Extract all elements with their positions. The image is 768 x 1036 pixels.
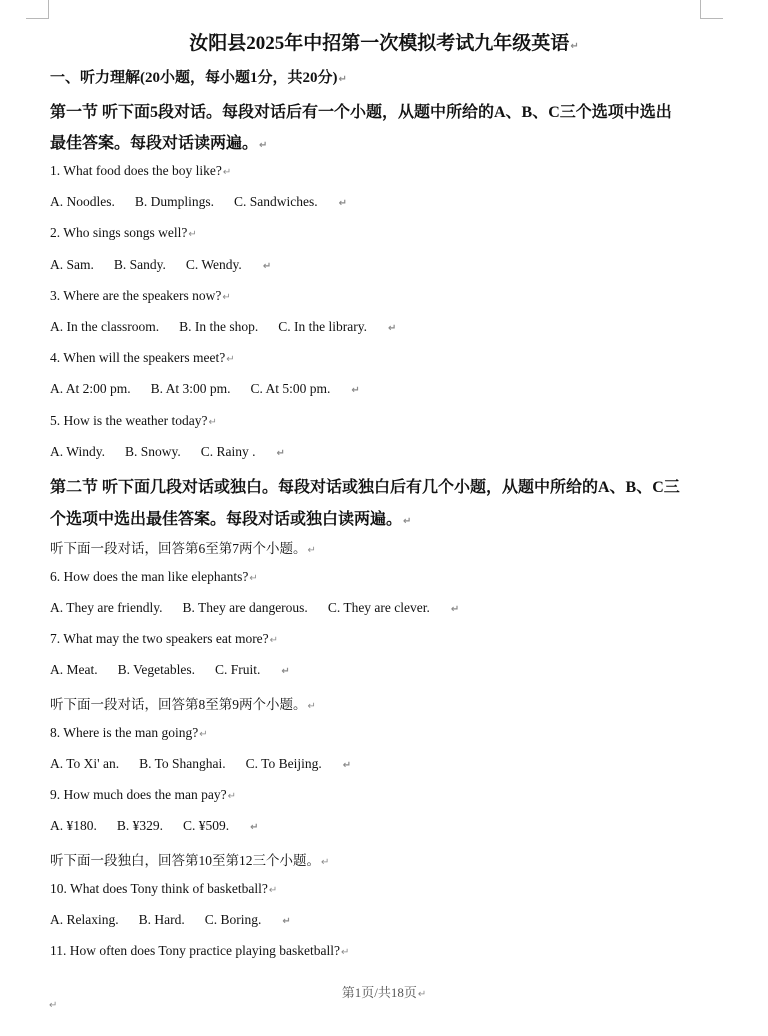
option-c: C. To Beijing. — [245, 756, 322, 771]
question-7: 7. What may the two speakers eat more?↵ — [50, 631, 279, 646]
crop-mark-top-right — [700, 0, 723, 19]
question-6: 6. How does the man like elephants?↵ — [50, 569, 258, 584]
option-a: A. They are friendly. — [50, 600, 163, 615]
option-c: C. ¥509. — [183, 818, 230, 833]
paragraph-mark-icon: ↵ — [49, 1000, 58, 1011]
option-a: A. ¥180. — [50, 818, 97, 833]
question-1: 1. What food does the boy like?↵ — [50, 163, 232, 178]
option-c: C. In the library. — [278, 319, 367, 334]
option-b: B. Dumplings. — [134, 194, 215, 209]
question-8: 8. Where is the man going?↵ — [50, 725, 208, 740]
question-10: 10. What does Tony think of basketball?↵ — [50, 881, 278, 896]
question-5: 5. How is the weather today?↵ — [50, 413, 217, 428]
question-4: 4. When will the speakers meet?↵ — [50, 350, 235, 365]
option-b: B. At 3:00 pm. — [150, 381, 231, 396]
question-9: 9. How much does the man pay?↵ — [50, 787, 236, 802]
section-one-heading-line2: 最佳答案。每段对话读两遍。↵ — [50, 135, 268, 152]
option-c: C. They are clever. — [327, 600, 430, 615]
option-b: B. Sandy. — [113, 257, 166, 272]
page-footer: 第1页/共18页↵ — [341, 985, 427, 1000]
option-c: C. Fruit. — [215, 662, 261, 677]
section-two-heading-line1: 第二节 听下面几段对话或独白。每段对话或独白后有几个小题，从题中所给的A、B、C三 — [50, 479, 680, 496]
option-c: C. Rainy . — [200, 444, 256, 459]
question-9-options: A. ¥180. B. ¥329. C. ¥509. ↵ — [50, 818, 259, 833]
option-b: B. In the shop. — [179, 319, 259, 334]
question-8-options: A. To Xi' an. B. To Shanghai. C. To Beijing. ↵ — [50, 756, 352, 771]
paragraph-mark-icon: ↵ — [338, 74, 347, 85]
paragraph-mark-icon: ↵ — [259, 140, 268, 151]
option-a: A. Relaxing. — [50, 912, 119, 927]
question-2-options: A. Sam. B. Sandy. C. Wendy. ↵ — [50, 257, 272, 272]
section-one-heading-line1: 第一节 听下面5段对话。每段对话后有一个小题，从题中所给的A、B、C三个选项中选出 — [50, 104, 672, 121]
option-b: B. Snowy. — [124, 444, 181, 459]
option-b: B. To Shanghai. — [139, 756, 226, 771]
option-a: A. Sam. — [50, 257, 94, 272]
paragraph-mark-icon: ↵ — [403, 516, 412, 527]
option-c: C. Sandwiches. — [234, 194, 318, 209]
option-b: B. Vegetables. — [117, 662, 195, 677]
question-2: 2. Who sings songs well?↵ — [50, 225, 197, 240]
document-title: 汝阳县2025年中招第一次模拟考试九年级英语↵ — [189, 33, 579, 54]
option-a: A. Meat. — [50, 662, 98, 677]
paragraph-mark-icon: ↵ — [570, 41, 579, 52]
question-6-options: A. They are friendly. B. They are dangerous. C. They are clever. ↵ — [50, 600, 460, 615]
instruction-8-9: 听下面一段对话，回答第8至第9两个小题。↵ — [50, 697, 316, 712]
question-5-options: A. Windy. B. Snowy. C. Rainy . ↵ — [50, 444, 285, 459]
question-7-options: A. Meat. B. Vegetables. C. Fruit. ↵ — [50, 662, 290, 677]
option-a: A. At 2:00 pm. — [50, 381, 131, 396]
question-1-options: A. Noodles. B. Dumplings. C. Sandwiches. ↵ — [50, 194, 348, 209]
question-4-options: A. At 2:00 pm. B. At 3:00 pm. C. At 5:00 pm. ↵ — [50, 381, 360, 396]
option-a: A. To Xi' an. — [50, 756, 120, 771]
option-a: A. Windy. — [50, 444, 105, 459]
crop-mark-top-left — [26, 0, 49, 19]
option-c: C. Wendy. — [185, 257, 242, 272]
section-two-heading-line2: 个选项中选出最佳答案。每段对话或独白读两遍。↵ — [50, 511, 412, 528]
option-a: A. Noodles. — [50, 194, 115, 209]
option-b: B. They are dangerous. — [182, 600, 308, 615]
instruction-6-7: 听下面一段对话，回答第6至第7两个小题。↵ — [50, 541, 316, 556]
option-b: B. ¥329. — [116, 818, 164, 833]
option-c: C. Boring. — [204, 912, 262, 927]
question-3-options: A. In the classroom. B. In the shop. C. In the library. ↵ — [50, 319, 397, 334]
question-10-options: A. Relaxing. B. Hard. C. Boring. ↵ — [50, 912, 291, 927]
question-11: 11. How often does Tony practice playing basketball?↵ — [50, 943, 350, 958]
option-c: C. At 5:00 pm. — [250, 381, 331, 396]
question-3: 3. Where are the speakers now?↵ — [50, 288, 231, 303]
instruction-10-12: 听下面一段独白，回答第10至第12三个小题。↵ — [50, 853, 330, 868]
option-b: B. Hard. — [138, 912, 185, 927]
option-a: A. In the classroom. — [50, 319, 160, 334]
part-one-heading: 一、听力理解(20小题，每小题1分，共20分)↵ — [50, 70, 347, 86]
